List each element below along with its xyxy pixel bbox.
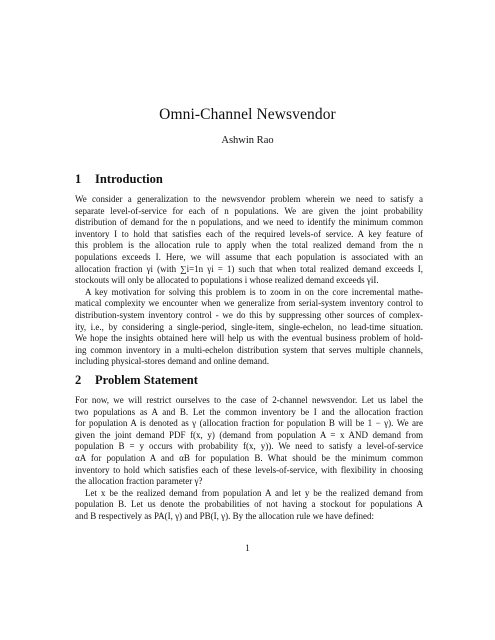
text-line: population B. Let us denote the probabilities of not having a stockout for populations A xyxy=(75,499,423,510)
section-heading-introduction xyxy=(75,172,425,187)
text-line: inventory I to hold that satisfies each of the required levels-of service. A key feature of xyxy=(75,228,423,239)
section-heading-problem-statement xyxy=(75,373,425,388)
text-line: A key motivation for solving this problem is to zoom in on the core incremental mathe- xyxy=(85,286,423,297)
text-line: Let x be the realized demand from population A and let y be the realized demand from xyxy=(85,487,423,498)
text-line: for population A is denoted as γ (allocation fraction for population B will be 1 − γ). We are xyxy=(75,418,423,429)
text-line: two populations as A and B. Let the common inventory be I and the allocation fraction xyxy=(75,406,423,417)
section-number: 2 xyxy=(75,373,82,387)
section-title: Introduction xyxy=(95,172,163,186)
text-line: this problem is the allocation rule to apply when the total realized demand from the n xyxy=(75,240,423,251)
text-line: For now, we will restrict ourselves to the case of 2-channel newsvendor. Let us label the xyxy=(75,395,423,405)
text-line: inventory to hold which satisfies each of these levels-of-service, with flexibility in choosing xyxy=(75,464,423,475)
text-line: the allocation fraction parameter γ? xyxy=(75,476,203,487)
text-line: ity, i.e., by considering a single-period, single-item, single-echelon, no lead-time situation. xyxy=(75,321,423,332)
text-line: We hope the insights obtained here will help us with the eventual business problem of hold- xyxy=(75,333,423,344)
problem-statement-body xyxy=(75,395,423,523)
text-line: stockouts will only be allocated to populations i whose realized demand exceeds γiI. xyxy=(75,275,379,286)
text-line: We consider a generalization to the newsvendor problem wherein we need to satisfy a xyxy=(75,194,423,204)
introduction-body xyxy=(75,194,423,368)
text-line: populations exceeds I. Here, we will assume that each population is associated with an xyxy=(75,251,423,262)
text-line: distribution-system inventory control - we do this by suppressing other sources of complex- xyxy=(75,309,423,320)
section-number: 1 xyxy=(75,172,82,186)
section-title: Problem Statement xyxy=(95,373,198,387)
text-line: allocation fraction γi (with ∑i=1n γi = 1) such that when total realized demand exceeds I, xyxy=(75,263,423,274)
text-line: distribution of demand for the n populations, and we need to identify the minimum common xyxy=(75,217,423,228)
text-line: separate level-of-service for each of n populations. We are given the joint probability xyxy=(75,205,423,216)
paper-author: Ashwin Rao xyxy=(221,135,274,146)
text-line: ing common inventory in a multi-echelon distribution system that serves multiple channels, xyxy=(75,344,423,355)
text-line: including physical-stores demand and online demand. xyxy=(75,356,269,367)
text-line: αA for population A and αB for population B. What should be the minimum common xyxy=(75,452,423,463)
text-line: given the joint demand PDF f(x, y) (demand from population A = x AND demand from xyxy=(75,429,423,440)
text-line: and B respectively as PA(I, γ) and PB(I, γ). By the allocation rule we have defined: xyxy=(75,510,375,521)
text-line: population B = y occurs with probability f(x, y)). We need to satisfy a level-of-service xyxy=(75,441,423,452)
paper-title: Omni-Channel Newsvendor xyxy=(159,106,336,123)
page-number: 1 xyxy=(245,543,250,553)
text-line: matical complexity we encounter when we generalize from serial-system inventory control to xyxy=(75,298,423,309)
